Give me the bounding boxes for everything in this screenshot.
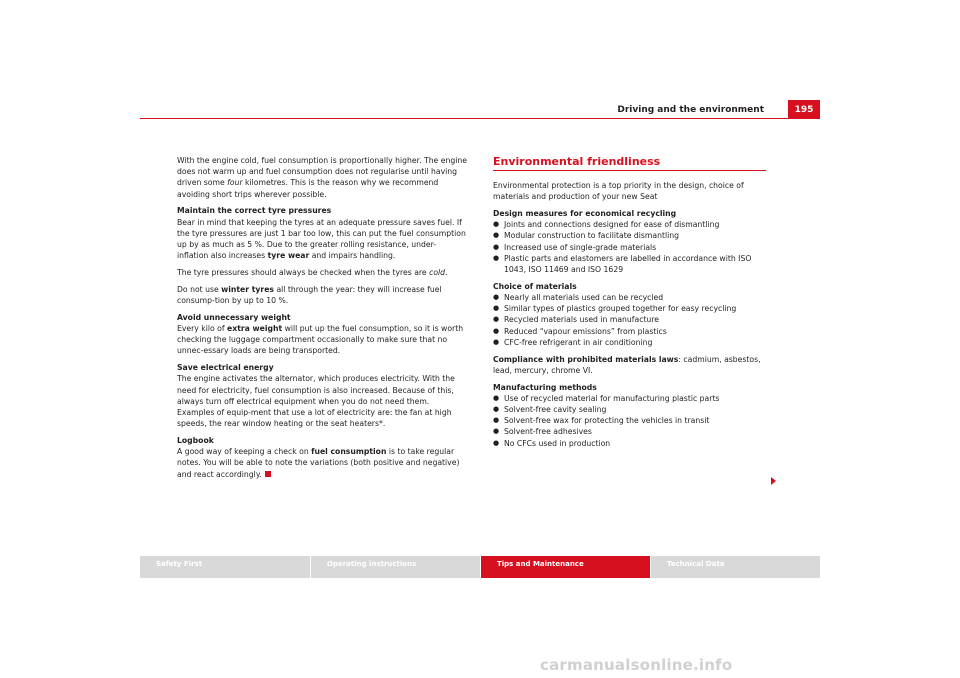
design-measures-heading: Design measures for economical recycling xyxy=(493,209,677,218)
tyre-pressure-paragraph: Bear in mind that keeping the tyres at an adequate pressure saves fuel. If the tyre pressures are just 1 bar too low, this can put the fuel consumption up by as much as 5 %. Due to the greater rolling resistance, under-inflation also increases tyre wear and impairs handling. xyxy=(177,217,466,261)
chapter-title: Driving and the environment xyxy=(617,105,764,115)
compliance-paragraph: Compliance with prohibited materials laws: cadmium, asbestos, lead, mercury, chrome VI. xyxy=(493,354,761,375)
tab-safety-first[interactable]: Safety First xyxy=(140,556,310,578)
list-item: ● Solvent-free wax for protecting the vehicles in transit xyxy=(493,415,769,426)
header-rule xyxy=(140,118,820,119)
tab-technical-data[interactable]: Technical Data xyxy=(650,556,820,578)
materials-heading: Choice of materials xyxy=(493,281,577,291)
list-item: ● Use of recycled material for manufacturing plastic parts xyxy=(493,393,769,404)
page-number: 195 xyxy=(788,100,820,119)
list-item: ● Recycled materials used in manufacture xyxy=(493,314,769,325)
left-column xyxy=(177,155,467,485)
logbook-paragraph: A good way of keeping a check on fuel consumption is to take regular notes. You will be able to note the variations (both positive and negative) and react accordingly. xyxy=(177,447,460,479)
list-item: ● No CFCs used in production xyxy=(493,438,769,449)
section-end-icon xyxy=(265,471,271,477)
list-item: ● Modular construction to facilitate dismantling xyxy=(493,230,769,241)
tab-operating-instructions[interactable]: Operating instructions xyxy=(310,556,480,578)
cold-tyres-paragraph: The tyre pressures should always be checked when the tyres are cold. xyxy=(177,268,448,278)
weight-paragraph: Every kilo of extra weight will put up the fuel consumption, so it is worth checking the luggage compartment occasionally to make sure that no unnec-essary loads are being transported. xyxy=(177,324,464,356)
winter-tyres-paragraph: Do not use winter tyres all through the year: they will increase fuel consump-tion by up to 10 %. xyxy=(177,284,442,306)
footer-tabs xyxy=(140,556,820,578)
design-measures-list xyxy=(493,219,769,275)
tyre-pressure-heading: Maintain the correct tyre pressures xyxy=(177,206,332,216)
intro-paragraph: Environmental protection is a top priority in the design, choice of materials and production of your new Seat xyxy=(493,181,744,202)
list-item: ● Increased use of single-grade materials xyxy=(493,242,769,253)
logbook-heading: Logbook xyxy=(177,436,214,446)
weight-heading: Avoid unnecessary weight xyxy=(177,312,291,322)
next-page-arrow-icon xyxy=(771,477,776,485)
list-item: ● CFC-free refrigerant in air conditioning xyxy=(493,337,769,348)
cold-engine-paragraph: With the engine cold, fuel consumption is proportionally higher. The engine does not warm up and fuel consumption does not regularise until having driven some four kilometres. This is the reason why we recommend avoiding short trips wherever possible. xyxy=(177,156,467,199)
list-item: ● Joints and connections designed for ease of dismantling xyxy=(493,219,769,230)
electrical-energy-paragraph: The engine activates the alternator, which produces electricity. With the need for electricity, fuel consumption is also increased. Because of this, always turn off electrical equipment when you do not need them. Examples of equip-ment that use a lot of electricity are: the fan at high speeds, the rear window heating or the seat heaters*. xyxy=(177,374,455,429)
list-item: ● Plastic parts and elastomers are labelled in accordance with ISO 1043, ISO 11469 and ISO 1629 xyxy=(493,253,769,275)
electrical-energy-heading: Save electrical energy xyxy=(177,363,274,373)
list-item: ● Solvent-free adhesives xyxy=(493,426,769,437)
manufacturing-list xyxy=(493,393,769,449)
list-item: ● Reduced “vapour emissions” from plastics xyxy=(493,326,769,337)
list-item: ● Nearly all materials used can be recycled xyxy=(493,292,769,303)
right-column xyxy=(493,180,769,454)
list-item: ● Solvent-free cavity sealing xyxy=(493,404,769,415)
watermark: carmanualsonline.info xyxy=(540,656,733,674)
tab-tips-and-maintenance[interactable]: Tips and Maintenance xyxy=(480,556,650,578)
manufacturing-heading: Manufacturing methods xyxy=(493,382,597,392)
section-title: Environmental friendliness xyxy=(493,155,766,171)
materials-list xyxy=(493,292,769,348)
list-item: ● Similar types of plastics grouped together for easy recycling xyxy=(493,303,769,314)
